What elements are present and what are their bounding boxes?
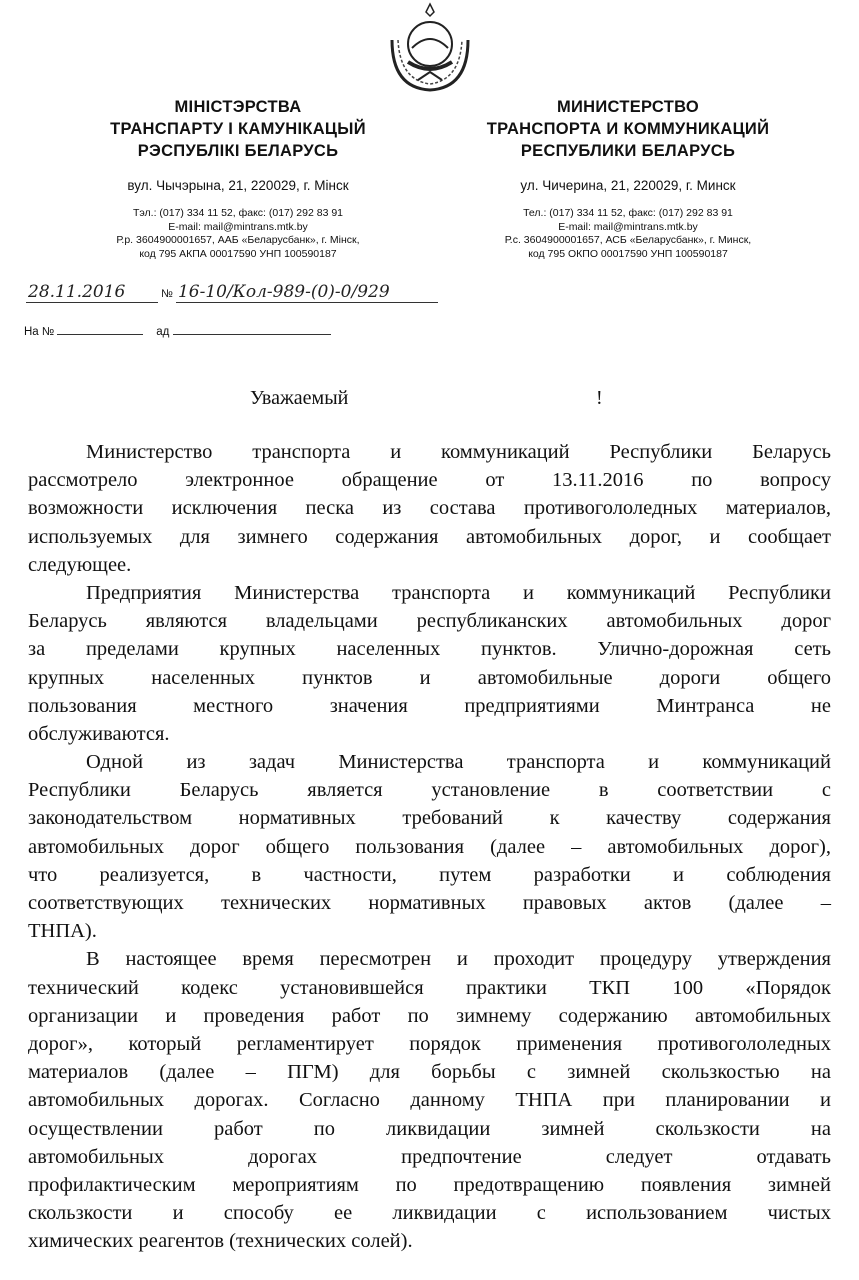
paragraph-line: за пределами крупных населенных пунктов. Улично-дорожная сеть: [28, 638, 831, 661]
paragraph-line: следующее.: [28, 553, 132, 576]
paragraph-line: В настоящее время пересмотрен и проходит процедуру утверждения: [86, 948, 831, 971]
org-title: [428, 96, 828, 162]
paragraph-line: профилактическим мероприятиям по предотвращению появления зимней: [28, 1173, 831, 1196]
reference-line: [24, 324, 331, 338]
paragraph-line: организации и проведения работ по зимнему содержанию автомобильных: [28, 1004, 831, 1027]
contact-line: код 795 АКПА 00017590 УНП 100590187: [139, 247, 337, 260]
paragraph-line: возможности исключения песка из состава противогололедных материалов,: [28, 497, 831, 520]
paragraph-line: скользкости и способу ее ликвидации с использованием чистых: [28, 1202, 831, 1225]
org-title-line: МИНИСТЕРСТВО: [556, 98, 700, 116]
org-title-line: ТРАНСПАРТУ І КАМУНІКАЦЫЙ: [110, 120, 366, 138]
paragraph-line: ТНПА).: [28, 920, 97, 943]
paragraph-line: Республики Беларусь является установление в соответствии с: [28, 779, 831, 802]
number-label: №: [161, 288, 173, 300]
org-contacts: [428, 207, 828, 261]
paragraph: [28, 945, 831, 1255]
paragraph-line: рассмотрело электронное обращение от 13.11.2016 по вопросу: [28, 469, 831, 492]
paragraph: [28, 748, 831, 945]
ref-date-blank: [173, 324, 331, 335]
contact-line: E-mail: mail@mintrans.mtk.by: [558, 220, 698, 233]
org-address: вул. Чычэрына, 21, 220029, г. Мінск: [127, 178, 349, 193]
org-title-line: РЕСПУБЛИКИ БЕЛАРУСЬ: [520, 142, 736, 160]
org-title: [38, 96, 438, 162]
contact-line: Тел.: (017) 334 11 52, факс: (017) 292 83 91: [523, 207, 733, 219]
contact-line: код 795 ОКПО 00017590 УНП 100590187: [528, 247, 728, 260]
paragraph-line: используемых для зимнего содержания автомобильных дорог, и сообщает: [28, 525, 831, 548]
paragraph-line: автомобильных дорогах. Согласно данному ТНПА при планировании и: [28, 1089, 831, 1112]
paragraph-line: соответствующих технических нормативных правовых актов (далее –: [28, 892, 831, 914]
letter-number: 16-10/Кол-989-(0)-0/929: [176, 282, 438, 303]
contact-line: E-mail: mail@mintrans.mtk.by: [168, 220, 308, 233]
org-title-line: МІНІСТЭРСТВА: [174, 98, 302, 116]
paragraph: [28, 579, 831, 748]
paragraph-line: технический кодекс установившейся практики ТКП 100 «Порядок: [28, 976, 831, 999]
paragraph: [28, 438, 831, 579]
org-title-line: ТРАНСПОРТА И КОММУНИКАЦИЙ: [486, 120, 770, 138]
paragraph-line: химических реагентов (технических солей).: [28, 1230, 413, 1253]
paragraph-line: законодательством нормативных требований к качеству содержания: [28, 807, 831, 830]
org-header-russian: [428, 96, 828, 261]
contact-line: Тэл.: (017) 334 11 52, факс: (017) 292 83 91: [132, 207, 344, 219]
contact-line: Р.р. 3604900001657, ААБ «Беларусбанк», г. Мінск,: [116, 234, 360, 246]
greeting-exclamation: !: [596, 387, 603, 409]
paragraph-line: автомобильных дорогах предпочтение следует отдавать: [28, 1145, 831, 1168]
letter-date: 28.11.2016: [26, 282, 158, 303]
ref-number-label: На №: [24, 326, 55, 338]
contact-line: Р.с. 3604900001657, АСБ «Беларусбанк», г. Минск,: [504, 234, 752, 246]
org-header-belarusian: [38, 96, 438, 261]
date-number-line: [26, 282, 438, 303]
paragraph-line: что реализуется, в частности, путем разработки и соблюдения: [28, 863, 831, 886]
paragraph-line: Предприятия Министерства транспорта и коммуникаций Республики: [86, 581, 831, 604]
paragraph-line: осуществлении работ по ликвидации зимней скользкости на: [28, 1117, 831, 1140]
paragraph-line: материалов (далее – ПГМ) для борьбы с зимней скользкостью на: [28, 1061, 831, 1084]
coat-of-arms-emblem: [378, 0, 482, 92]
paragraph-line: автомобильных дорог общего пользования (далее – автомобильных дорог),: [28, 835, 831, 858]
org-address: ул. Чичерина, 21, 220029, г. Минск: [520, 178, 736, 193]
paragraph-line: Одной из задач Министерства транспорта и коммуникаций: [86, 751, 831, 774]
letter-body: [28, 438, 831, 1255]
paragraph-line: крупных населенных пунктов и автомобильные дороги общего: [28, 666, 831, 689]
greeting: Уважаемый: [250, 387, 349, 409]
paragraph-line: Министерство транспорта и коммуникаций Республики Беларусь: [86, 441, 831, 463]
paragraph-line: Беларусь являются владельцами республиканских автомобильных дорог: [28, 610, 831, 633]
org-contacts: [38, 207, 438, 261]
ref-number-blank: [57, 324, 143, 335]
paragraph-line: дорог», который регламентирует порядок применения противогололедных: [28, 1032, 831, 1055]
org-title-line: РЭСПУБЛІКІ БЕЛАРУСЬ: [137, 142, 339, 160]
paragraph-line: пользования местного значения предприятиями Минтранса не: [28, 694, 831, 717]
paragraph-line: обслуживаются.: [28, 722, 170, 745]
ref-from-label: ад: [156, 326, 170, 338]
